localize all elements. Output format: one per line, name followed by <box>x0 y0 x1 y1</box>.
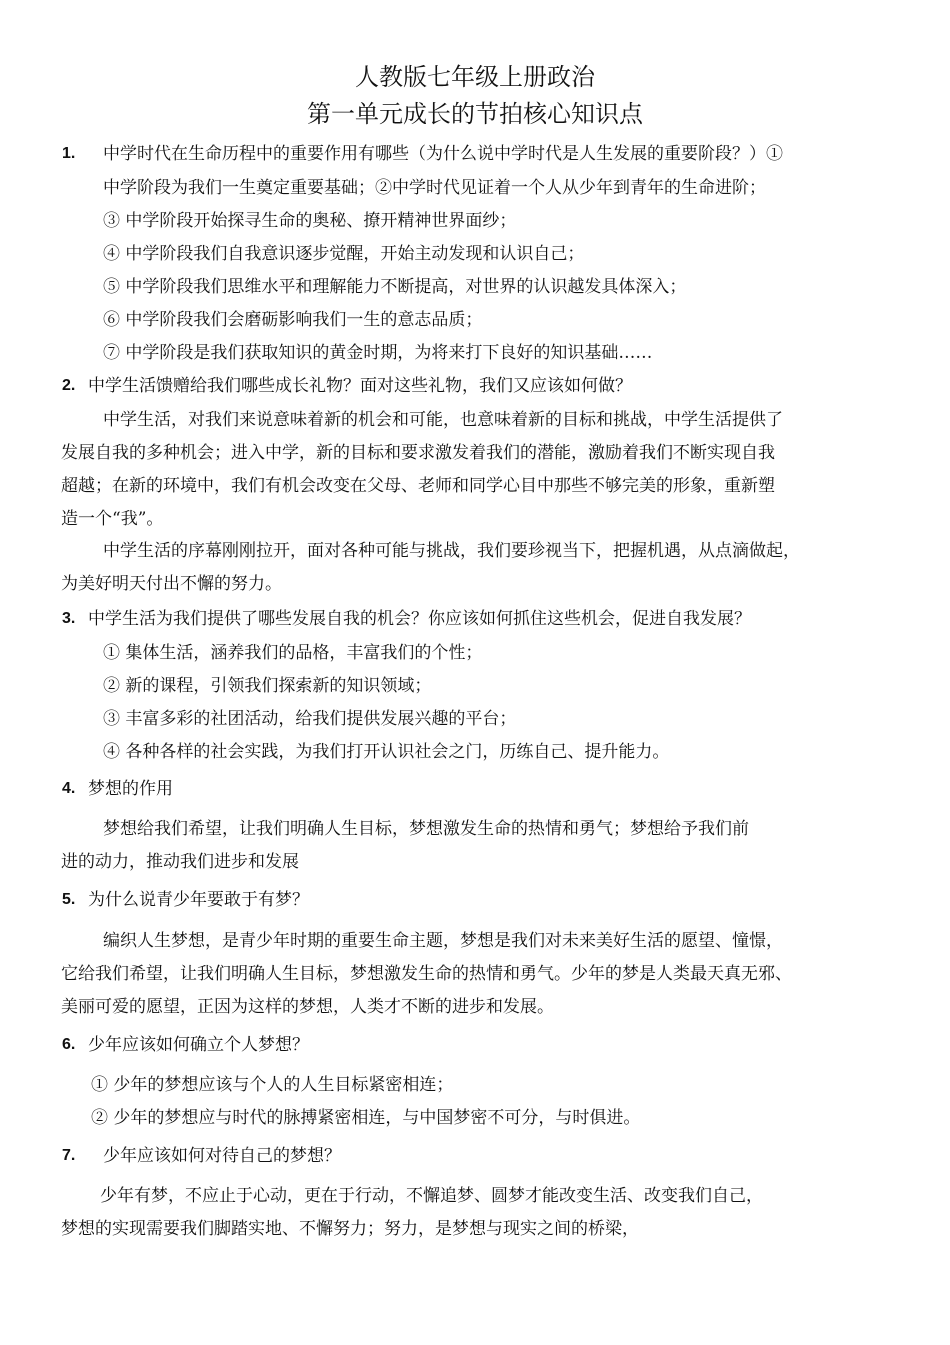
paragraph-line: 中学生活，对我们来说意味着新的机会和可能，也意味着新的目标和挑战，中学生活提供了 <box>103 410 783 430</box>
question-text: 梦想的作用 <box>88 779 173 799</box>
question-text: 少年应该如何确立个人梦想？ <box>88 1035 309 1055</box>
paragraph-line: 造一个“我”。 <box>61 509 164 529</box>
paragraph-line: 它给我们希望，让我们明确人生目标，梦想激发生命的热情和勇气。少年的梦是人类最天真无邪、 <box>61 964 792 984</box>
paragraph-line: 编织人生梦想，是青少年时期的重要生命主题，梦想是我们对未来美好生活的愿望、憧憬， <box>103 931 783 951</box>
question-text: 中学时代在生命历程中的重要作用有哪些（为什么说中学时代是人生发展的重要阶段？）① <box>103 144 783 164</box>
list-item: ① 集体生活，涵养我们的品格，丰富我们的个性； <box>103 643 483 663</box>
paragraph-line: 美丽可爱的愿望，正因为这样的梦想，人类才不断的进步和发展。 <box>61 997 554 1017</box>
list-item: ⑥ 中学阶段我们会磨砺影响我们一生的意志品质； <box>103 310 483 330</box>
question-number: 7. <box>62 1147 76 1164</box>
question-number: 4. <box>62 780 76 797</box>
question-number: 6. <box>62 1036 76 1053</box>
paragraph-line: 中学阶段为我们一生奠定重要基础；②中学时代见证着一个人从少年到青年的生命进阶； <box>103 178 766 198</box>
question-number: 2. <box>62 377 76 394</box>
paragraph-line: 少年有梦，不应止于心动，更在于行动，不懈追梦、圆梦才能改变生活、改变我们自己， <box>100 1186 763 1206</box>
document-title: 人教版七年级上册政治 <box>355 63 595 91</box>
question-text: 中学生活为我们提供了哪些发展自我的机会？你应该如何抓住这些机会，促进自我发展？ <box>88 609 751 629</box>
paragraph-line: 进的动力，推动我们进步和发展 <box>61 852 299 872</box>
paragraph-line: 中学生活的序幕刚刚拉开，面对各种可能与挑战，我们要珍视当下，把握机遇，从点滴做起， <box>103 541 800 561</box>
question-text: 中学生活馈赠给我们哪些成长礼物？面对这些礼物，我们又应该如何做？ <box>88 376 632 396</box>
list-item: ③ 中学阶段开始探寻生命的奥秘、撩开精神世界面纱； <box>103 211 517 231</box>
question-number: 3. <box>62 610 76 627</box>
list-item: ④ 中学阶段我们自我意识逐步觉醒，开始主动发现和认识自己； <box>103 244 585 264</box>
list-item: ④ 各种各样的社会实践，为我们打开认识社会之门，历练自己、提升能力。 <box>103 742 670 762</box>
paragraph-line: 梦想的实现需要我们脚踏实地、不懈努力；努力，是梦想与现实之间的桥梁， <box>61 1219 639 1239</box>
list-item: ① 少年的梦想应该与个人的人生目标紧密相连； <box>91 1075 454 1095</box>
question-number: 5. <box>62 891 76 908</box>
question-text: 少年应该如何对待自己的梦想？ <box>103 1146 341 1166</box>
list-item: ⑤ 中学阶段我们思维水平和理解能力不断提高，对世界的认识越发具体深入； <box>103 277 687 297</box>
question-number: 1. <box>62 145 76 162</box>
list-item: ② 新的课程，引领我们探索新的知识领域； <box>103 676 432 696</box>
paragraph-line: 超越；在新的环境中，我们有机会改变在父母、老师和同学心目中那些不够完美的形象，重新塑 <box>61 476 775 496</box>
list-item: ③ 丰富多彩的社团活动，给我们提供发展兴趣的平台； <box>103 709 517 729</box>
list-item: ② 少年的梦想应与时代的脉搏紧密相连，与中国梦密不可分，与时俱进。 <box>91 1108 641 1128</box>
question-text: 为什么说青少年要敢于有梦？ <box>88 890 309 910</box>
document-subtitle: 第一单元成长的节拍核心知识点 <box>307 100 643 128</box>
paragraph-line: 发展自我的多种机会；进入中学，新的目标和要求激发着我们的潜能，激励着我们不断实现自我 <box>61 443 775 463</box>
paragraph-line: 梦想给我们希望，让我们明确人生目标，梦想激发生命的热情和勇气；梦想给予我们前 <box>103 819 749 839</box>
list-item: ⑦ 中学阶段是我们获取知识的黄金时期，为将来打下良好的知识基础…… <box>103 343 653 363</box>
paragraph-line: 为美好明天付出不懈的努力。 <box>61 574 282 594</box>
